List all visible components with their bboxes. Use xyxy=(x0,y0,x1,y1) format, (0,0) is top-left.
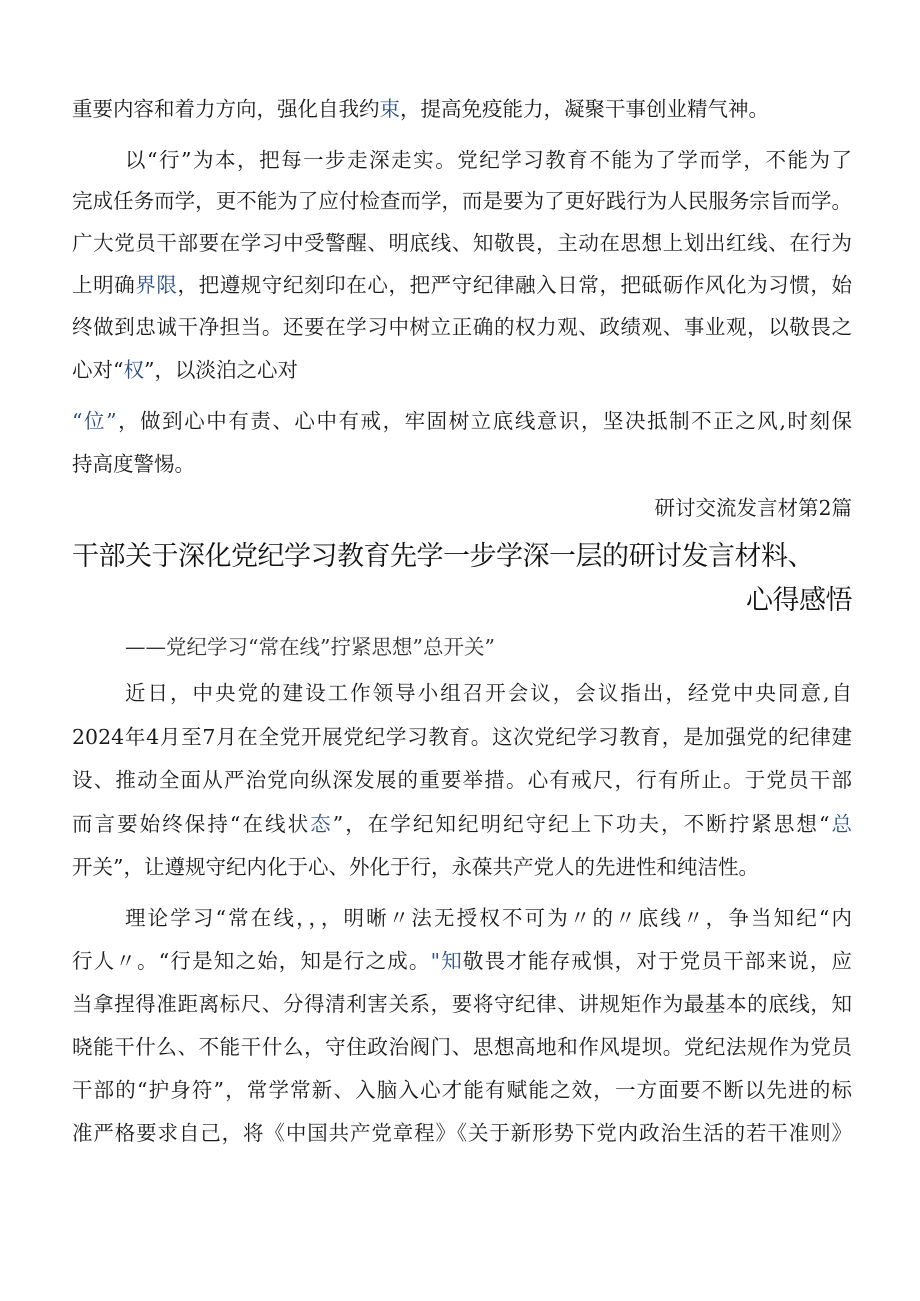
paragraph-line: 近日，中央党的建设工作领导小组召开会议，会议指出，经党中央同意,自 xyxy=(125,681,852,705)
paragraph-line: “位”，做到心中有责、心中有戒，牢固树立底线意识，坚决抵制不正之风,时刻保 xyxy=(72,409,852,433)
paragraph-line: 心对“权”，以淡泊之心对 xyxy=(72,358,298,382)
paragraph-line: 上明确界限，把遵规守纪刻印在心，把严守纪律融入日常，把砥砺作风化为习惯，始 xyxy=(72,273,853,297)
paragraph-line: 而言要始终保持“在线状态”，在学纪知纪明纪守纪上下功夫，不断拧紧思想“总 xyxy=(72,812,852,836)
paragraph-line: 重要内容和着力方向，强化自我约束，提高免疫能力，凝聚干事创业精气神。 xyxy=(72,97,769,121)
paragraph-line: 当拿捏得准距离标尺、分得清利害关系，要将守纪律、讲规矩作为最基本的底线，知 xyxy=(72,992,852,1016)
paragraph-line: 以“行”为本，把每一步走深走实。党纪学习教育不能为了学而学，不能为了 xyxy=(125,148,852,172)
paragraph-line: 持高度警惕。 xyxy=(72,452,195,476)
section-label: 研讨交流发言材第2篇 xyxy=(654,496,852,520)
paragraph-line: 广大党员干部要在学习中受警醒、明底线、知敬畏，主动在思想上划出红线、在行为 xyxy=(72,231,852,255)
paragraph-line: 晓能干什么、不能干什么，守住政治阀门、思想高地和作风堤坝。党纪法规作为党员 xyxy=(72,1035,852,1059)
document-title-continued: 心得感悟 xyxy=(746,585,852,616)
document-subtitle: ——党纪学习“常在线”拧紧思想”总开关” xyxy=(125,635,495,659)
paragraph-line: 设、推动全面从严治党向纵深发展的重要举措。心有戒尺，行有所止。于党员干部 xyxy=(72,768,852,792)
paragraph-line: 理论学习“常在线，，，明晰〃法无授权不可为〃的〃底线〃，争当知纪“内 xyxy=(125,906,852,930)
paragraph-line: 行人〃。“行是知之始，知是行之成。"知敬畏才能存戒惧，对于党员干部来说，应 xyxy=(72,949,852,973)
paragraph-line: 开关”，让遵规守纪内化于心、外化于行，永葆共产党人的先进性和纯洁性。 xyxy=(72,855,759,879)
paragraph-line: 完成任务而学，更不能为了应付检查而学，而是要为了更好践行为人民服务宗旨而学。 xyxy=(72,189,852,213)
paragraph-line: 干部的“护身符”，常学常新、入脑入心才能有赋能之效，一方面要不断以先进的标 xyxy=(72,1078,852,1102)
paragraph-line: 2024年4月至7月在全党开展党纪学习教育。这次党纪学习教育，是加强党的纪律建 xyxy=(72,725,852,749)
document-title: 干部关于深化党纪学习教育先学一步学深一层的研讨发言材料、 xyxy=(72,541,814,572)
paragraph-line: 准严格要求自己，将《中国共产党章程》《关于新形势下党内政治生活的若干准则》 xyxy=(72,1121,852,1145)
paragraph-line: 终做到忠诚干净担当。还要在学习中树立正确的权力观、政绩观、事业观，以敬畏之 xyxy=(72,315,852,339)
